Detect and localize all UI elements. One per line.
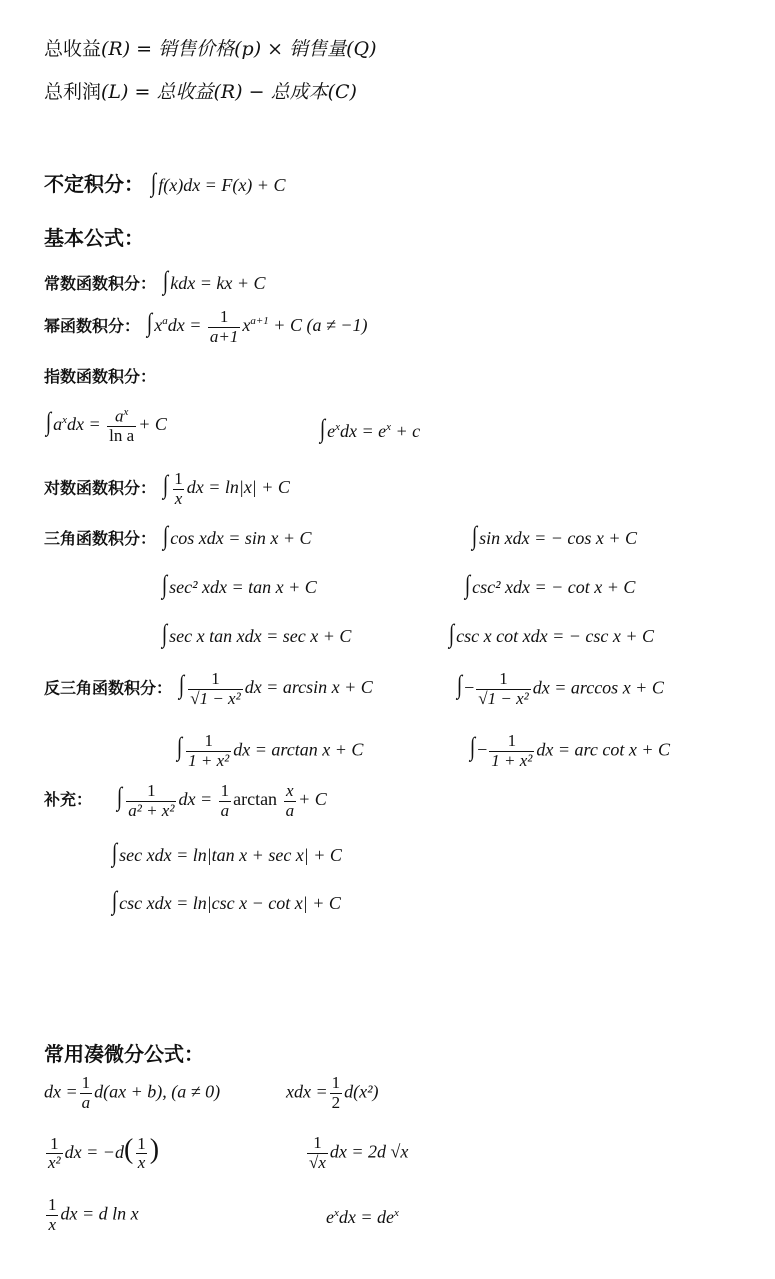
fraction-num: 1 xyxy=(499,669,508,688)
exp1-exp: x xyxy=(62,414,68,427)
inv-line-2 xyxy=(455,670,664,708)
inv-line-3 xyxy=(175,732,363,770)
d4-rhs: dx = 2d √x xyxy=(329,1141,409,1162)
fraction-num: 1 xyxy=(220,781,230,800)
trig-formula-6: csc x cot xdx = − csc x + C xyxy=(456,626,654,646)
exp2-exp: x xyxy=(335,421,341,433)
fraction-den: 1 + x² xyxy=(491,750,533,770)
d1-lhs: dx = xyxy=(44,1081,78,1102)
indefinite-formula: f(x)dx = F(x) + C xyxy=(158,175,286,195)
d6-exp2: x xyxy=(394,1207,399,1219)
fraction-num: 1 xyxy=(137,1133,146,1153)
revenue-formula: (R) = 销售价格(p) × 销售量(Q) xyxy=(101,38,377,60)
power-lhs-exp: a xyxy=(162,315,168,328)
profit-label: 总利润 xyxy=(44,81,102,103)
supp3-formula: csc xdx = ln|csc x − cot x| + C xyxy=(119,893,341,913)
fraction-num: 1 xyxy=(507,731,517,750)
trig-formula-5: sec x tan xdx = sec x + C xyxy=(169,626,352,646)
exp1-line xyxy=(44,406,167,446)
integral-icon: ∫ xyxy=(456,670,463,700)
d6-base: e xyxy=(326,1207,334,1227)
fraction-den: ln a xyxy=(109,426,135,446)
integral-icon: ∫ xyxy=(111,838,118,867)
inv4-rhs: dx = arc cot x + C xyxy=(536,739,670,760)
fraction-num-exp: x xyxy=(123,406,129,418)
basic-heading: 基本公式： xyxy=(44,226,144,250)
supp1-mid: dx = xyxy=(178,789,213,810)
integral-icon: ∫ xyxy=(117,782,123,812)
exp1-fraction xyxy=(107,406,136,446)
trig-line-5 xyxy=(160,619,351,649)
integral-icon: ∫ xyxy=(471,521,478,550)
exp2-base: e xyxy=(327,421,336,441)
diff-heading: 常用凑微分公式： xyxy=(44,1042,204,1066)
integral-icon: ∫ xyxy=(179,670,185,700)
fraction-den: a+1 xyxy=(209,326,239,346)
supp1-arctan: arctan xyxy=(233,789,278,810)
d1-fraction xyxy=(80,1074,93,1112)
fraction-den: a xyxy=(285,800,295,820)
inv1-fraction xyxy=(188,670,242,708)
integral-icon: ∫ xyxy=(464,570,471,599)
integral-icon: ∫ xyxy=(176,732,183,762)
revenue-line xyxy=(44,34,377,61)
supp-label: 补充： xyxy=(44,790,93,810)
trig-line-1 xyxy=(44,521,312,551)
trig-formula-3: sec² xdx = tan x + C xyxy=(169,577,317,597)
inv-line-1 xyxy=(44,670,373,708)
d3-inner-fraction xyxy=(135,1135,148,1173)
inv3-rhs: dx = arctan x + C xyxy=(233,739,364,760)
exp-label: 指数函数积分： xyxy=(44,367,157,386)
d5-fraction xyxy=(46,1196,59,1234)
inv2-rhs: dx = arccos x + C xyxy=(532,677,664,698)
inv4-fraction xyxy=(489,732,534,770)
exp2-mid: dx = e xyxy=(340,421,387,441)
supp1-tail: + C xyxy=(298,789,327,810)
log-label: 对数函数积分： xyxy=(44,478,157,498)
trig-formula-1: cos xdx = sin x + C xyxy=(170,528,312,548)
supp1-fraction-3 xyxy=(284,782,297,820)
power-rhs: x xyxy=(242,315,251,336)
integral-icon: ∫ xyxy=(111,886,118,915)
integral-icon: ∫ xyxy=(163,521,169,550)
diff-line-3: $\frac{1}{\text{x²}}$ dx = −d( $\frac{1}{x}$ ) xyxy=(48,1133,160,1173)
d5-rhs: dx = d ln x xyxy=(60,1203,139,1224)
diff-line-4 xyxy=(305,1134,408,1172)
integral-icon: ∫ xyxy=(319,414,326,443)
fraction-num: 1 xyxy=(48,1195,57,1214)
exp2-tail: + c xyxy=(395,421,421,441)
fraction-num: 1 xyxy=(331,1073,341,1092)
inv2-fraction xyxy=(476,670,530,708)
diff-line-5 xyxy=(44,1196,139,1234)
constant-label: 常数函数积分： xyxy=(44,274,157,293)
trig-formula-4: csc² xdx = − cot x + C xyxy=(472,577,636,597)
constant-formula: kdx = kx + C xyxy=(170,273,266,293)
integral-icon: ∫ xyxy=(163,266,169,295)
inv-label: 反三角函数积分： xyxy=(44,678,173,698)
fraction-den: x² xyxy=(48,1153,61,1173)
trig-line-6 xyxy=(447,619,654,649)
supp-line-1 xyxy=(44,782,327,820)
fraction-num: 1 xyxy=(204,731,213,750)
d6-mid: dx = de xyxy=(338,1207,395,1227)
fraction-den: x xyxy=(48,1214,57,1234)
power-rhs-exp: a+1 xyxy=(250,315,269,328)
supp1-fraction xyxy=(126,782,176,820)
integral-icon: ∫ xyxy=(163,470,169,500)
power-fraction xyxy=(208,308,240,346)
exp1-tail: + C xyxy=(138,414,167,435)
supp-line-3 xyxy=(110,886,341,916)
diff-line-6 xyxy=(326,1207,399,1228)
profit-line xyxy=(44,77,357,104)
fraction-den: x xyxy=(137,1153,146,1173)
d3-mid: dx = −d xyxy=(64,1142,124,1162)
indefinite-heading: 不定积分： xyxy=(44,172,144,196)
d2-lhs: xdx = xyxy=(286,1081,328,1102)
inv4-sign: − xyxy=(477,739,488,760)
integral-icon: ∫ xyxy=(448,619,455,648)
fraction-den: 1 + x² xyxy=(188,750,230,770)
integral-icon: ∫ xyxy=(161,619,168,648)
fraction-num: x xyxy=(286,781,294,800)
fraction-den: √1 − x² xyxy=(190,688,241,708)
exp1-base: a xyxy=(53,414,63,435)
d4-fraction xyxy=(307,1134,328,1172)
trig-line-2 xyxy=(470,521,637,551)
inv1-rhs: dx = arcsin x + C xyxy=(244,677,373,698)
integral-icon: ∫ xyxy=(469,732,476,762)
indefinite-line xyxy=(44,168,285,198)
diff-line-1 xyxy=(44,1074,220,1112)
fraction-den: √1 − x² xyxy=(478,688,529,708)
exp2-exp2: x xyxy=(386,421,392,433)
fraction-den: √x xyxy=(309,1152,326,1172)
power-label: 幂函数积分： xyxy=(44,316,141,336)
fraction-num: 1 xyxy=(174,469,183,488)
fraction-den: a² + x² xyxy=(128,800,175,820)
d2-rhs: d(x²) xyxy=(344,1081,379,1102)
trig-formula-2: sin xdx = − cos x + C xyxy=(479,528,638,548)
constant-line xyxy=(44,266,266,296)
integral-icon: ∫ xyxy=(45,407,52,437)
fraction-num: 1 xyxy=(50,1133,59,1153)
power-lhs: x xyxy=(154,315,163,336)
trig-line-3 xyxy=(160,570,317,600)
fraction-num: 1 xyxy=(81,1073,91,1092)
trig-line-4 xyxy=(463,570,635,600)
inv3-fraction xyxy=(186,732,231,770)
fraction-num: a xyxy=(114,406,124,426)
integral-icon: ∫ xyxy=(147,308,153,338)
diff-line-2 xyxy=(286,1074,379,1112)
fraction-den: a xyxy=(220,800,230,820)
integral-icon: ∫ xyxy=(161,570,168,599)
exp1-dx: dx = xyxy=(67,414,101,435)
log-rhs: dx = ln|x| + C xyxy=(186,477,290,498)
fraction-num: 1 xyxy=(147,781,156,800)
supp2-formula: sec xdx = ln|tan x + sec x| + C xyxy=(119,845,342,865)
revenue-label: 总收益 xyxy=(44,38,102,60)
fraction-den: 2 xyxy=(331,1092,341,1112)
d6-exp: x xyxy=(334,1207,339,1219)
power-condition: + C (a ≠ −1) xyxy=(273,315,368,336)
trig-label: 三角函数积分： xyxy=(44,529,157,548)
fraction-den: a xyxy=(81,1092,91,1112)
d3-fraction xyxy=(46,1135,63,1173)
d1-rhs: d(ax + b), (a ≠ 0) xyxy=(94,1081,221,1102)
integral-icon: ∫ xyxy=(150,168,157,197)
profit-formula: (L) = 总收益(R) − 总成本(C) xyxy=(101,81,357,103)
power-dx: dx = xyxy=(167,315,202,336)
inv-line-4 xyxy=(468,732,670,770)
log-fraction xyxy=(172,470,185,508)
exp2-line xyxy=(318,414,420,444)
power-line xyxy=(44,308,367,346)
supp1-fraction-2 xyxy=(219,782,232,820)
supp-line-2 xyxy=(110,838,342,868)
d2-fraction xyxy=(330,1074,343,1112)
fraction-num: 1 xyxy=(211,669,220,688)
fraction-num: 1 xyxy=(313,1133,322,1152)
log-line xyxy=(44,470,290,508)
inv2-sign: − xyxy=(464,677,475,698)
fraction-den: x xyxy=(174,488,183,508)
fraction-num: 1 xyxy=(219,307,229,326)
